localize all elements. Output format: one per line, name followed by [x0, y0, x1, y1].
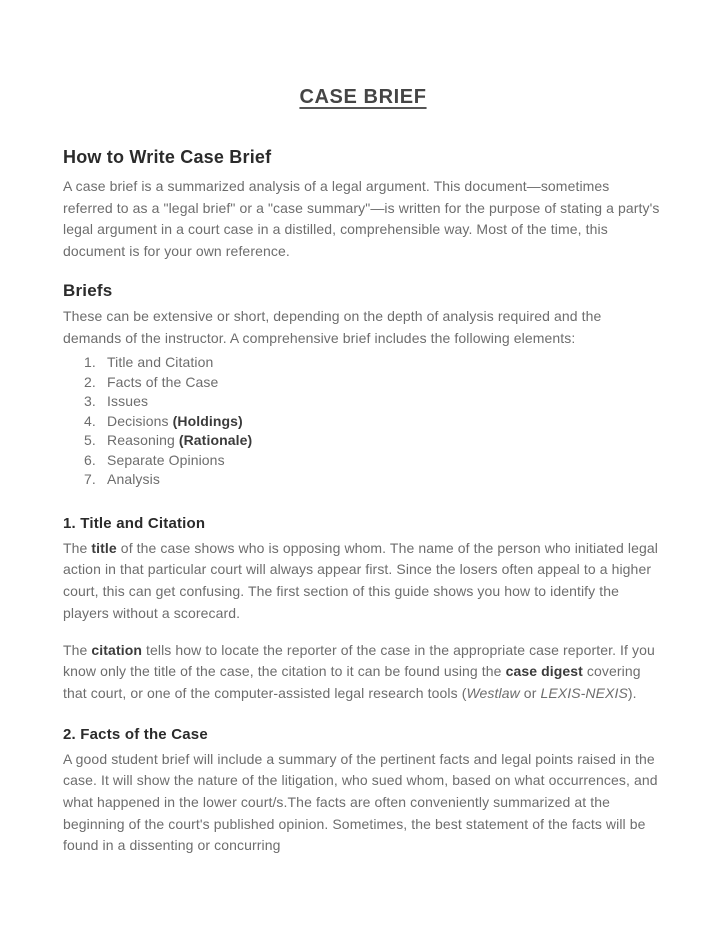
list-item [84, 412, 663, 432]
section-how-to-write [63, 147, 663, 263]
citation-paragraph [63, 640, 663, 705]
text-run-italic: LEXIS-NEXIS [540, 684, 628, 701]
text-run-italic: Westlaw [466, 684, 520, 701]
list-item [84, 392, 663, 412]
document-title-text: CASE BRIEF [299, 86, 427, 108]
text-run-bold: case digest [505, 663, 583, 680]
brief-elements-list [84, 353, 663, 490]
list-item-label [107, 392, 148, 412]
intro-paragraph: A case brief is a summarized analysis of a legal argument. This document—sometimes referred to as a "legal brief" or a "case summary"—is written for the purpose of stating a party's legal argument in a court case in a distilled, comprehensible way. Most of the time, this document is for your own reference. [63, 178, 660, 260]
list-item-text: Reasoning [107, 432, 179, 449]
list-item-number: 6. [84, 451, 96, 468]
list-item-number: 7. [84, 471, 96, 488]
list-item-text: Decisions [107, 412, 173, 429]
list-item-label [107, 353, 213, 373]
list-item-bold-text: (Rationale) [178, 432, 253, 449]
text-run: covering that court, or one of the computer-assisted legal research tools ( [63, 663, 641, 701]
list-item [84, 470, 663, 490]
how-to-write-heading: How to Write Case Brief [63, 147, 272, 167]
section-facts-of-the-case [63, 726, 663, 858]
list-item-text: Issues [107, 393, 149, 410]
list-item-number: 3. [84, 393, 96, 410]
list-item-text: Title and Citation [107, 354, 214, 371]
list-item [84, 451, 663, 471]
section-title-and-citation [63, 515, 663, 705]
section-briefs [63, 281, 663, 490]
list-item-text: Analysis [107, 471, 160, 488]
list-item-label [107, 412, 243, 432]
document-title [63, 86, 663, 109]
text-run: tells how to locate the reporter of the case in the appropriate case reporter. If you know only the title of the case, the citation to it can be found using the [63, 641, 655, 680]
list-item-number: 5. [84, 432, 96, 449]
text-run: The [63, 641, 92, 658]
list-item [84, 431, 663, 451]
text-run: of the case shows who is opposing whom. The name of the person who initiated legal action in that particular court will always appear first. Since the losers often appeal to a higher court, this can get confusing. The first section of this guide shows you how to identify the players without a scorecard. [63, 539, 658, 621]
text-run: or [519, 684, 541, 701]
briefs-heading: Briefs [63, 280, 113, 300]
title-paragraph [63, 538, 663, 625]
text-run-bold: title [91, 539, 117, 556]
list-item [84, 353, 663, 373]
list-item-number: 4. [84, 412, 96, 429]
list-item-number: 1. [84, 354, 96, 371]
list-item-text: Separate Opinions [107, 451, 225, 468]
list-item-label [107, 373, 218, 393]
facts-paragraph: A good student brief will include a summary of the pertinent facts and legal points raised in the case. It will show the nature of the litigation, who sued whom, based on what occurrences, and what happened in the lower court/s.The facts are often conveniently summarized at the beginning of the court's published opinion. Sometimes, the best statement of the facts will be found in a dissenting or concurring [63, 750, 658, 854]
list-item-label [107, 431, 252, 451]
text-run-bold: citation [91, 641, 143, 658]
list-item [84, 373, 663, 393]
list-item-bold-text: (Holdings) [172, 412, 243, 429]
facts-heading: 2. Facts of the Case [63, 725, 208, 743]
title-citation-heading: 1. Title and Citation [63, 514, 206, 532]
text-run: The [63, 539, 92, 556]
list-item-text: Facts of the Case [107, 373, 219, 390]
list-item-label [107, 451, 225, 471]
text-run: ). [627, 684, 637, 701]
list-item-number: 2. [84, 373, 96, 390]
briefs-paragraph: These can be extensive or short, depending on the depth of analysis required and the demands of the instructor. A comprehensive brief includes the following elements: [63, 307, 602, 346]
list-item-label [107, 470, 160, 490]
